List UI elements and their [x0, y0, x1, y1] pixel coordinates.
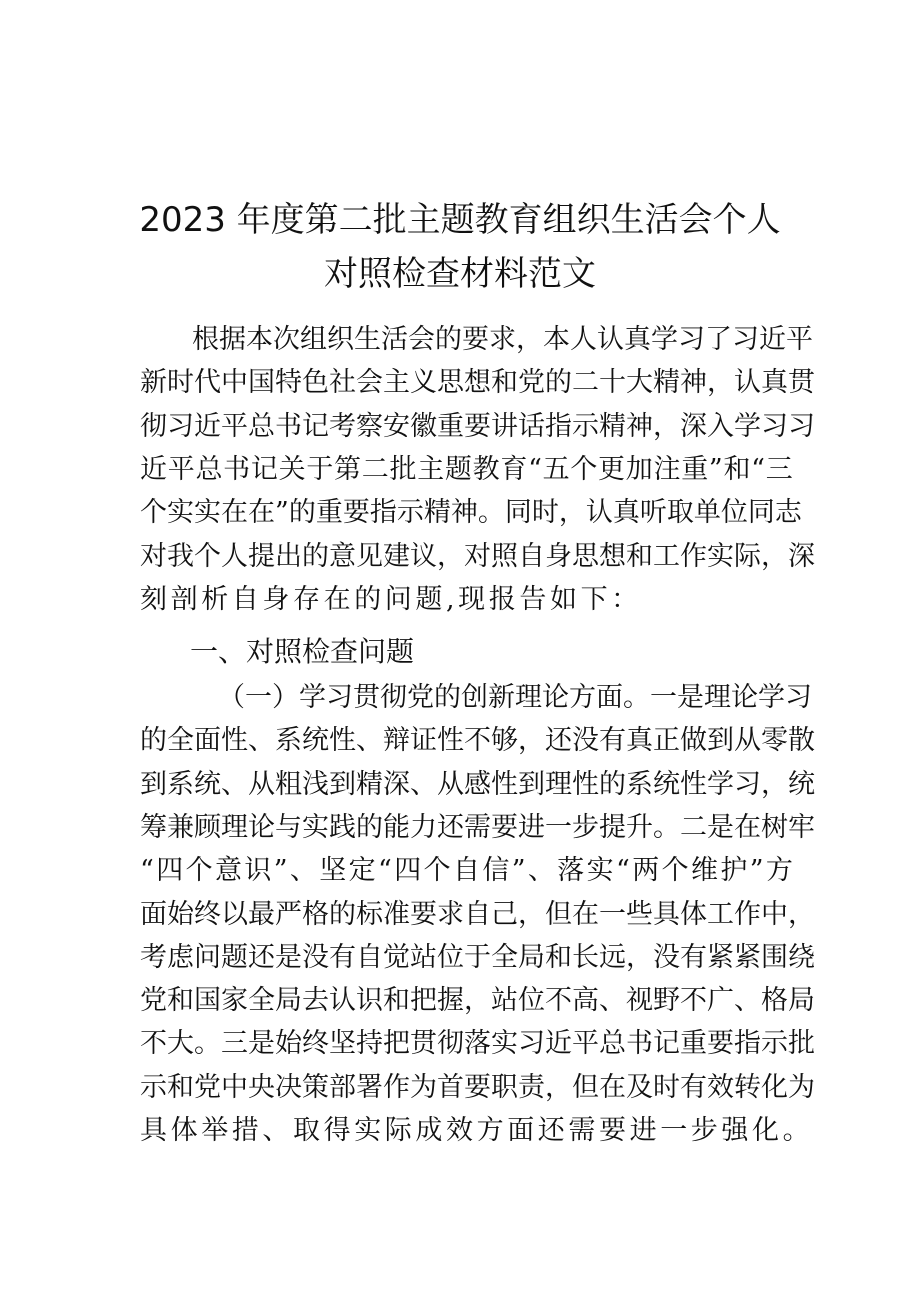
sec1-line: 考 虑 问 题 还 是 没 有 自 觉 站 位 于 全 局 和 长 远 ， 没 有 紧 紧 围 绕 [140, 941, 815, 973]
intro-line: 对 我 个 人 提 出 的 意 见 建 议 ， 对 照 自 身 思 想 和 工 作 实 际 ， 深 [140, 540, 815, 572]
document-title-line-2: 对照检查材料范文 [324, 254, 596, 294]
document-title-line-1: 2023 年度第二批主题教育组织生活会个人 [139, 200, 781, 240]
intro-line: 根 据 本 次 组 织 生 活 会 的 要 求 ， 本 人 认 真 学 习 了 习 近 平 [192, 324, 813, 355]
sec1-line: “ 四 个 意 识 ” 、 坚 定 “ 四 个 自 信 ” 、 落 实 “ 两 个 维 护 ” 方 [140, 855, 793, 887]
sec1-line: 的 全 面 性 、 系 统 性 、 辩 证 性 不 够 ， 还 没 有 真 正 做 到 从 零 散 [140, 725, 815, 757]
sec1-line: 示 和 党 中 央 决 策 部 署 作 为 首 要 职 责 ， 但 在 及 时 有 效 转 化 为 [140, 1071, 815, 1103]
intro-line: 刻剖析自身存在的问题,现报告如下： [140, 583, 642, 615]
intro-line: 彻 习 近 平 总 书 记 考 察 安 徽 重 要 讲 话 指 示 精 神 ， 深 入 学 习 习 [140, 410, 815, 442]
intro-line: 新 时 代 中 国 特 色 社 会 主 义 思 想 和 党 的 二 十 大 精 神 ， 认 真 贯 [140, 367, 815, 399]
intro-line: 个 实 实 在 在 ” 的 重 要 指 示 精 神 。 同 时 ， 认 真 听 取 单 位 同 志 [140, 497, 802, 529]
sec1-line: 党 和 国 家 全 局 去 认 识 和 把 握 ， 站 位 不 高 、 视 野 不 广 、 格 局 [140, 985, 815, 1017]
sec1-line: 面 始 终 以 最 严 格 的 标 准 要 求 自 己 ， 但 在 一 些 具 体 工 作 中 ， [140, 898, 815, 930]
intro-line: 近 平 总 书 记 关 于 第 二 批 主 题 教 育 “ 五 个 更 加 注 重 ” 和 “ 三 [140, 453, 793, 485]
section-heading: 一、对照检查问题 [190, 635, 415, 668]
sec1-line: （ 一 ） 学 习 贯 彻 党 的 创 新 理 论 方 面 。 一 是 理 论 学 习 [218, 682, 812, 713]
sec1-line: 筹 兼 顾 理 论 与 实 践 的 能 力 还 需 要 进 一 步 提 升 。 二 是 在 树 牢 [140, 811, 815, 843]
sec1-line: 到 系 统 、 从 粗 浅 到 精 深 、 从 感 性 到 理 性 的 系 统 性 学 习 ， 统 [140, 768, 815, 800]
sec1-line: 不 大 。 三 是 始 终 坚 持 把 贯 彻 落 实 习 近 平 总 书 记 重 要 指 示 批 [140, 1028, 815, 1060]
sec1-line: 具体举措、取得实际成效方面还需要进一步强化。 [140, 1115, 814, 1146]
